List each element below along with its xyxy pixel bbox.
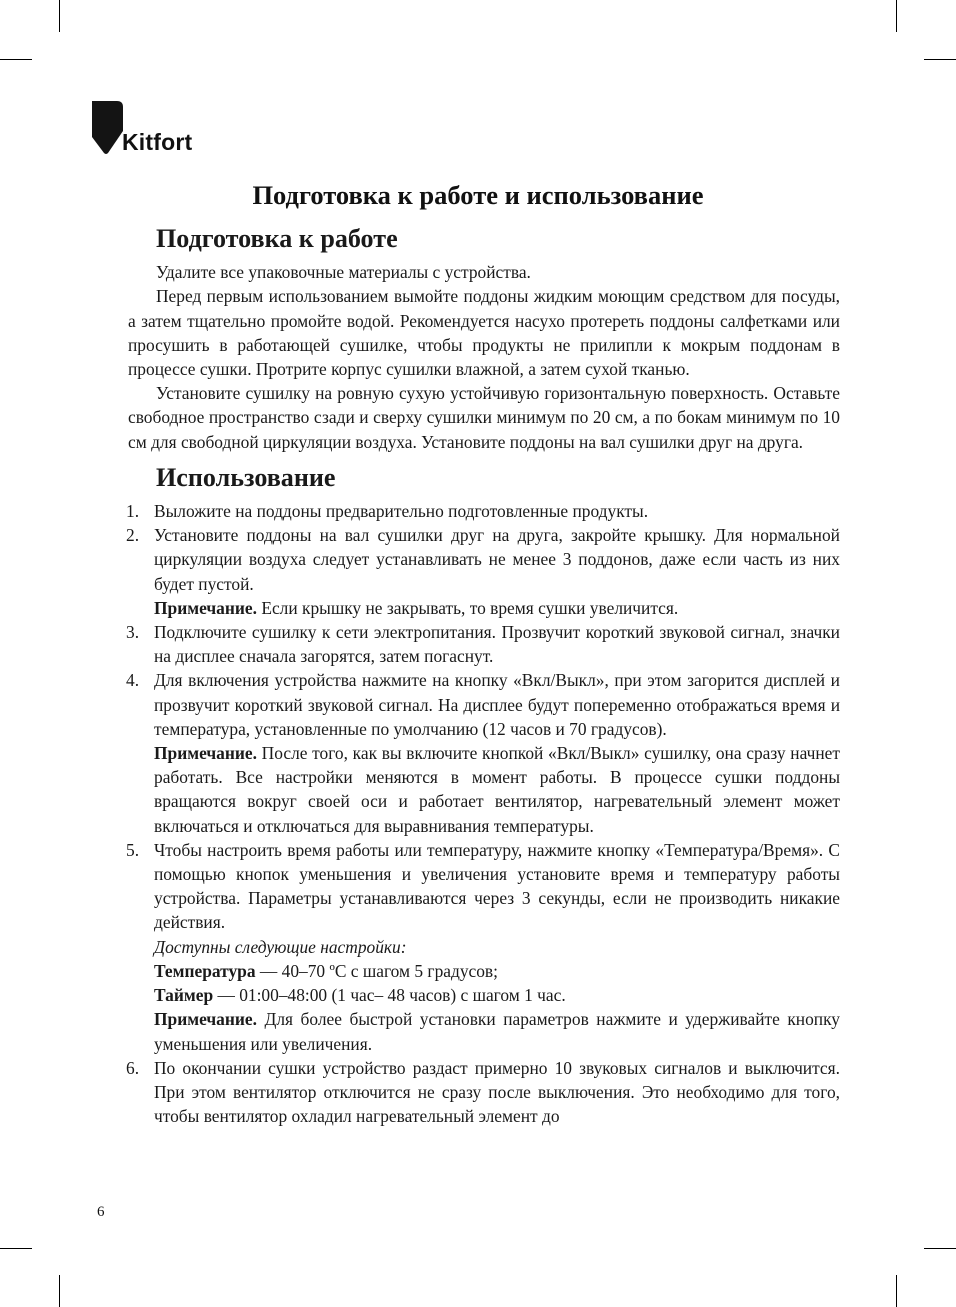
page-number: 6 <box>97 1204 105 1220</box>
setting-label: Температура <box>154 960 256 981</box>
note-label: Примечание. <box>154 743 257 764</box>
step-number: 5. <box>126 839 140 860</box>
step-text: По окончании сушки устройство раздаст примерно 10 звуковых сигналов и выключится. При этом вентилятор отключится не сразу после выключения. Это необходимо для того, чтобы вентилятор охладил нагревательный элемент до <box>154 1057 840 1127</box>
note-text: Для более быстрой установки параметров нажмите и удерживайте кнопку уменьшения или увеличения. <box>154 1009 840 1054</box>
page-title: Подготовка к работе и использование <box>252 180 704 210</box>
list-item <box>128 838 840 1056</box>
step-note <box>154 741 840 838</box>
step-text: Чтобы настроить время работы или температуру, нажмите кнопку «Температура/Время». С помощью кнопок уменьшения и увеличения установите время и температуру работы устройства. Параметры устанавливаются через 3 секунды, если не производить никакие действия. <box>154 839 840 933</box>
step-number: 6. <box>126 1057 140 1078</box>
list-item <box>128 668 840 837</box>
main-content <box>126 224 840 1128</box>
setting-label: Таймер <box>154 985 214 1006</box>
step-text: Подключите сушилку к сети электропитания. Прозвучит короткий звуковой сигнал, значки на дисплее сначала загорятся, затем погаснут. <box>154 622 840 667</box>
list-item <box>128 620 840 668</box>
section-heading-preparation: Подготовка к работе <box>156 224 398 253</box>
setting-value: — 01:00–48:00 (1 час– 48 часов) с шагом 1 час. <box>213 985 566 1006</box>
crop-mark-top-right <box>896 0 897 32</box>
usage-steps-list <box>128 499 840 1128</box>
step-number: 1. <box>126 501 140 522</box>
setting-temperature <box>154 959 840 983</box>
step-text: Выложите на поддоны предварительно подготовленные продукты. <box>154 501 649 522</box>
setting-timer <box>154 983 840 1007</box>
crop-mark-top-left <box>59 0 60 32</box>
step-number: 4. <box>126 670 140 691</box>
step-note <box>154 596 840 620</box>
list-item <box>128 523 840 620</box>
step-text: Установите поддоны на вал сушилки друг на друга, закройте крышку. Для нормальной циркуляции воздуха следует устанавливать не менее 3 поддонов, даже если часть из них будет пустой. <box>154 525 840 594</box>
step-text: Для включения устройства нажмите на кнопку «Вкл/Выкл», при этом загорится дисплей и прозвучит короткий звуковой сигнал. На дисплее будут попеременно отображаться время и температура, установленные по умолчанию (12 часов и 70 градусов). <box>154 670 840 739</box>
crop-mark-top-right-horizontal <box>924 59 956 60</box>
brand-logo <box>92 101 202 157</box>
crop-mark-bottom-right <box>896 1275 897 1307</box>
section-heading-usage: Использование <box>156 462 336 492</box>
note-label: Примечание. <box>154 597 257 618</box>
step-note <box>154 1007 840 1055</box>
step-number: 3. <box>126 622 140 643</box>
crop-mark-top-left-horizontal <box>0 59 32 60</box>
crop-mark-bottom-right-horizontal <box>924 1248 956 1249</box>
step-number: 2. <box>126 525 140 546</box>
crop-mark-bottom-left-horizontal <box>0 1248 32 1249</box>
note-label: Примечание. <box>154 1009 257 1030</box>
list-item <box>128 1056 840 1129</box>
crop-mark-bottom-left <box>59 1275 60 1307</box>
prep-paragraph: Удалите все упаковочные материалы с устройства. <box>156 262 531 283</box>
setting-value: — 40–70 ºС с шагом 5 градусов; <box>255 960 498 981</box>
prep-paragraph: Установите сушилку на ровную сухую устойчивую горизонтальную поверхность. Оставьте свободное пространство сзади и сверху сушилки минимум по 20 см, а по бокам минимум по 10 см для свободной циркуляции воздуха. Установите поддоны на вал сушилки друг на друга. <box>128 383 840 452</box>
brand-logo-mark-icon <box>92 101 124 155</box>
list-item <box>128 499 840 523</box>
brand-name: Kitfort <box>122 129 193 155</box>
settings-intro: Доступны следующие настройки: <box>154 936 407 957</box>
prep-paragraph: Перед первым использованием вымойте поддоны жидким моющим средством для посуды, а затем тщательно промойте водой. Рекомендуется насухо протереть поддоны салфетками или просушить в работающей сушилке, чтобы продукты не прилипли к мокрым поддонам в процессе сушки. Протрите корпус сушилки влажной, а затем сухой тканью. <box>128 286 840 380</box>
note-text: Если крышку не закрывать, то время сушки увеличится. <box>256 597 679 618</box>
note-text: После того, как вы включите кнопкой «Вкл/Выкл» сушилку, она сразу начнет работать. Все настройки меняются в момент работы. В процессе сушки поддоны вращаются вокруг своей оси и работает вентилятор, нагревательный элемент может включаться и отключаться для выравнивания температуры. <box>154 743 840 836</box>
